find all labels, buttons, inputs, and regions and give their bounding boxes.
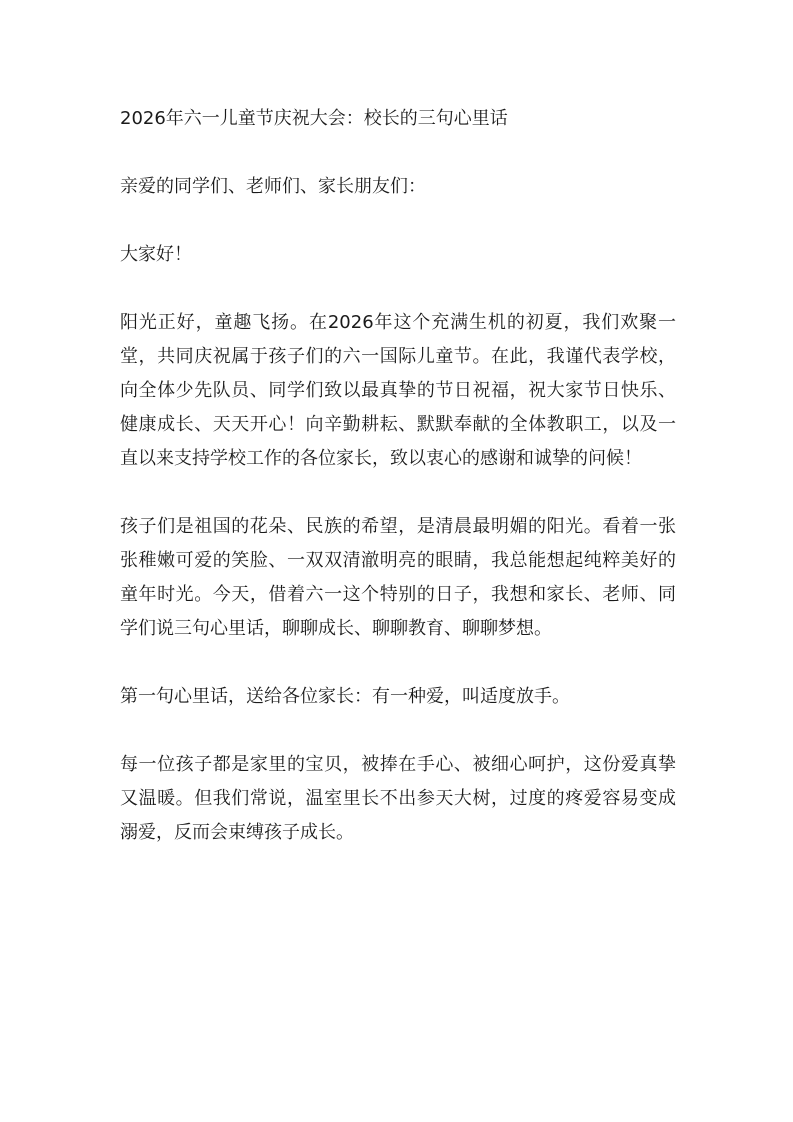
paragraph: 阳光正好，童趣飞扬。在2026年这个充满生机的初夏，我们欢聚一堂，共同庆祝属于孩子们的六一国际儿童节。在此，我谨代表学校，向全体少先队员、同学们致以最真挚的节日祝福，祝大家节日快乐、健康成长、天天开心！向辛勤耕耘、默默奉献的全体教职工，以及一直以来支持学校工作的各位家长，致以衷心的感谢和诚挚的问候！ — [120, 312, 676, 469]
document-title: 2026年六一儿童节庆祝大会：校长的三句心里话 — [120, 108, 508, 129]
paragraph: 孩子们是祖国的花朵、民族的希望，是清晨最明媚的阳光。看着一张张稚嫩可爱的笑脸、一双双清澈明亮的眼睛，我总能想起纯粹美好的童年时光。今天，借着六一这个特别的日子，我想和家长、老师、同学们说三句心里话，聊聊成长、聊聊教育、聊聊梦想。 — [120, 516, 676, 639]
paragraph: 每一位孩子都是家里的宝贝，被捧在手心、被细心呵护，这份爱真挚又温暖。但我们常说，温室里长不出参天大树，过度的疼爱容易变成溺爱，反而会束缚孩子成长。 — [120, 754, 676, 843]
salutation: 亲爱的同学们、老师们、家长朋友们： — [120, 176, 426, 197]
greeting: 大家好！ — [120, 244, 192, 265]
document-body — [120, 102, 676, 884]
paragraph: 第一句心里话，送给各位家长：有一种爱，叫适度放手。 — [120, 686, 570, 707]
